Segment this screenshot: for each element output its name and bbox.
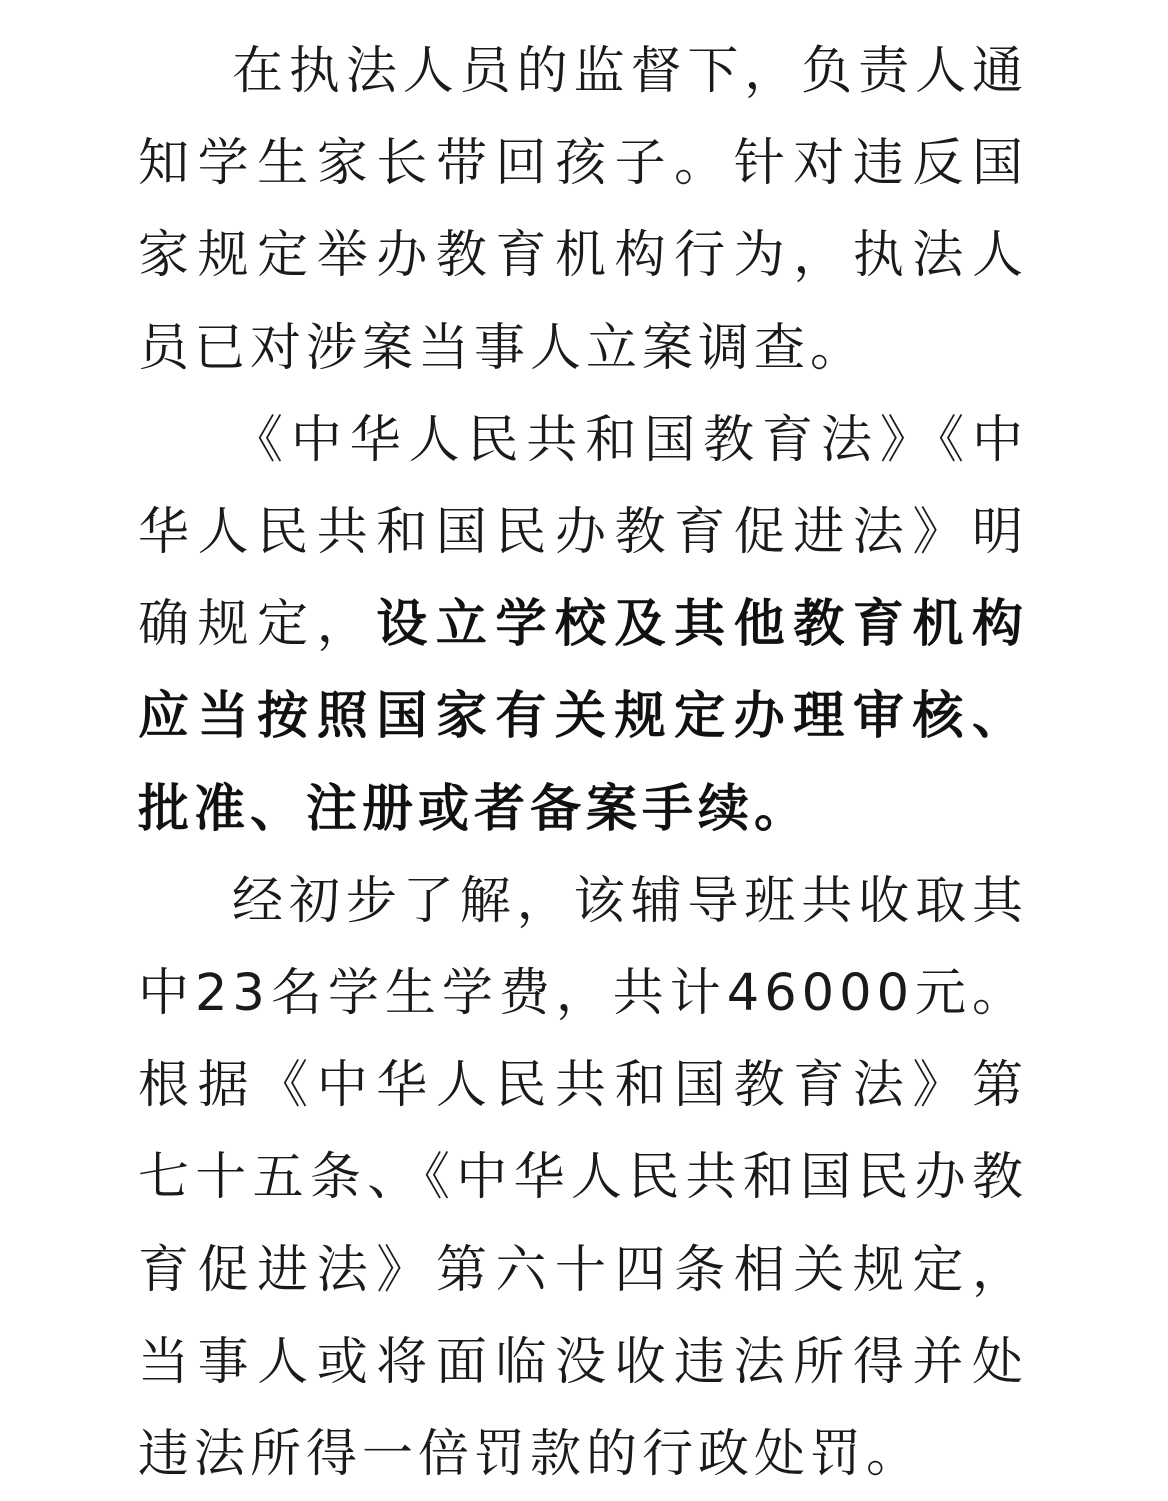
paragraph-supervision: 在执法人员的监督下，负责人通知学生家长带回孩子。针对违反国家规定举办教育机构行为，执法人员已对涉案当事人立案调查。 xyxy=(138,42,1028,378)
legal-basis-text: 《中华人民共和国教育法》《中华人民共和国民办教育促进法》明确规定， xyxy=(138,410,1028,655)
paragraph-penalty: 经初步了解，该辅导班共收取其中23名学生学费，共计46000元。根据《中华人民共和国教育法》第七十五条、《中华人民共和国民办教育促进法》第六十四条相关规定，当事人或将面临没收违法所得并处违法所得一倍罚款的行政处罚。 xyxy=(138,871,1028,1485)
article-body xyxy=(138,26,1028,1501)
paragraph-legal-basis xyxy=(138,395,1028,856)
legal-basis-bold-text: 设立学校及其他教育机构应当按照国家有关规定办理审核、批准、注册或者备案手续。 xyxy=(138,595,1028,839)
